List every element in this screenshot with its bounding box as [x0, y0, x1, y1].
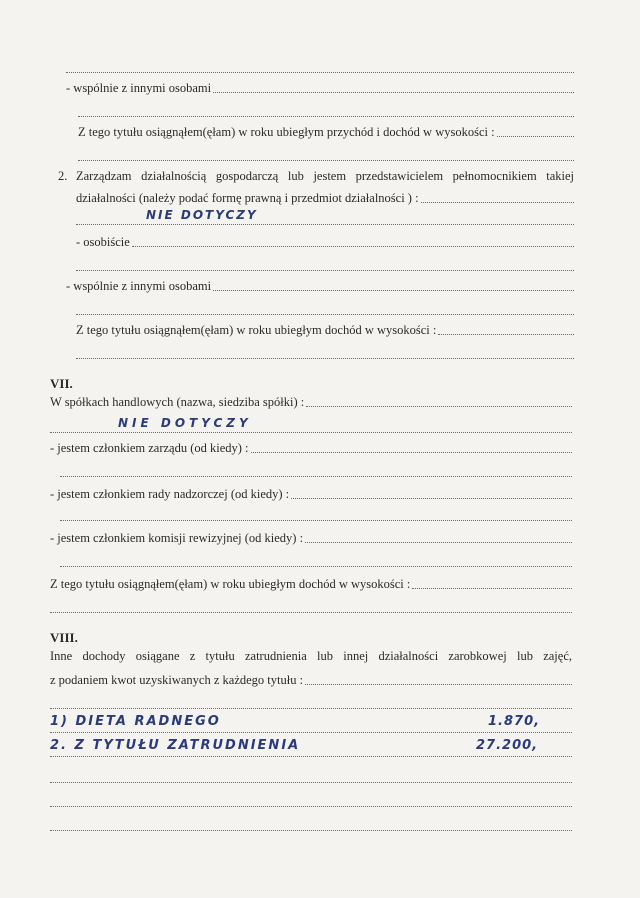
- other-income-text-2: z podaniem kwot uzyskiwanych z każdego tytułu :: [50, 673, 304, 687]
- income-label-2: Z tego tytułu osiągnąłem(ęłam) w roku ubiegłym dochód w wysokości :: [76, 323, 437, 337]
- dotted-line: [76, 314, 574, 315]
- entry-line-2: [50, 756, 572, 757]
- item2-line-2: [76, 190, 574, 206]
- income-line-7: [50, 576, 572, 592]
- personally-label: - osobiście: [76, 235, 130, 249]
- entry-2-label: 2. Z TYTUŁU ZATRUDNIENIA: [50, 738, 301, 753]
- dotted-line: [66, 72, 574, 73]
- income-line-1: [78, 124, 574, 140]
- entry-line-1: [50, 732, 572, 733]
- jointly-line-1: [66, 80, 574, 96]
- companies-answer-line: [50, 432, 572, 433]
- item2-answer-line: [76, 224, 574, 225]
- item2-line-1: [76, 168, 574, 184]
- other-income-line-1: [50, 648, 572, 664]
- entry-2-amount: 27.200,: [476, 738, 539, 753]
- item2-text-1: Zarządzam działalnością gospodarczą lub jestem przedstawicielem pełnomocnikiem takiej: [76, 169, 574, 183]
- dotted-line: [78, 116, 574, 117]
- entry-1-amount: 1.870,: [488, 714, 541, 729]
- dotted-line: [60, 566, 572, 567]
- audit-label: - jestem członkiem komisji rewizyjnej (od kiedy) :: [50, 531, 304, 545]
- item2-text-2: działalności (należy podać formę prawną i przedmiot działalności ) :: [76, 191, 419, 205]
- entry-1-label: 1) DIETA RADNEGO: [50, 714, 221, 729]
- dotted-line: [50, 806, 572, 807]
- board-line: [50, 440, 572, 456]
- dotted-line: [50, 830, 572, 831]
- dotted-line: [50, 612, 572, 613]
- dotted-line: [76, 358, 574, 359]
- income-line-2: [76, 322, 574, 338]
- dotted-line: [50, 708, 572, 709]
- companies-handwritten-answer: NIE DOTYCZY: [118, 416, 252, 430]
- dotted-line: [78, 160, 574, 161]
- income-label-1: Z tego tytułu osiągnąłem(ęłam) w roku ubiegłym przychód i dochód w wysokości :: [78, 125, 495, 139]
- dotted-line: [60, 476, 572, 477]
- dotted-line: [76, 270, 574, 271]
- other-income-line-2: [50, 672, 572, 688]
- item2-number: 2.: [58, 169, 68, 183]
- income-label-7: Z tego tytułu osiągnąłem(ęłam) w roku ubiegłym dochód w wysokości :: [50, 577, 411, 591]
- other-income-text-1: Inne dochody osiągane z tytułu zatrudnienia lub innej działalności zarobkowej lub zajęć,: [50, 649, 572, 663]
- section-7-heading: VII.: [50, 376, 73, 391]
- jointly-label-2: - wspólnie z innymi osobami: [66, 279, 212, 293]
- jointly-label-1: - wspólnie z innymi osobami: [66, 81, 212, 95]
- section-8-heading: VIII.: [50, 630, 78, 645]
- jointly-line-2: [66, 278, 574, 294]
- dotted-line: [50, 782, 572, 783]
- dotted-line: [60, 520, 572, 521]
- personally-line: [76, 234, 574, 250]
- companies-label: W spółkach handlowych (nazwa, siedziba spółki) :: [50, 395, 305, 409]
- audit-line: [50, 530, 572, 546]
- supervisory-line: [50, 486, 572, 502]
- item2-handwritten-answer: NIE DOTYCZY: [146, 208, 258, 222]
- companies-line: [50, 394, 572, 410]
- supervisory-label: - jestem członkiem rady nadzorczej (od kiedy) :: [50, 487, 290, 501]
- board-label: - jestem członkiem zarządu (od kiedy) :: [50, 441, 249, 455]
